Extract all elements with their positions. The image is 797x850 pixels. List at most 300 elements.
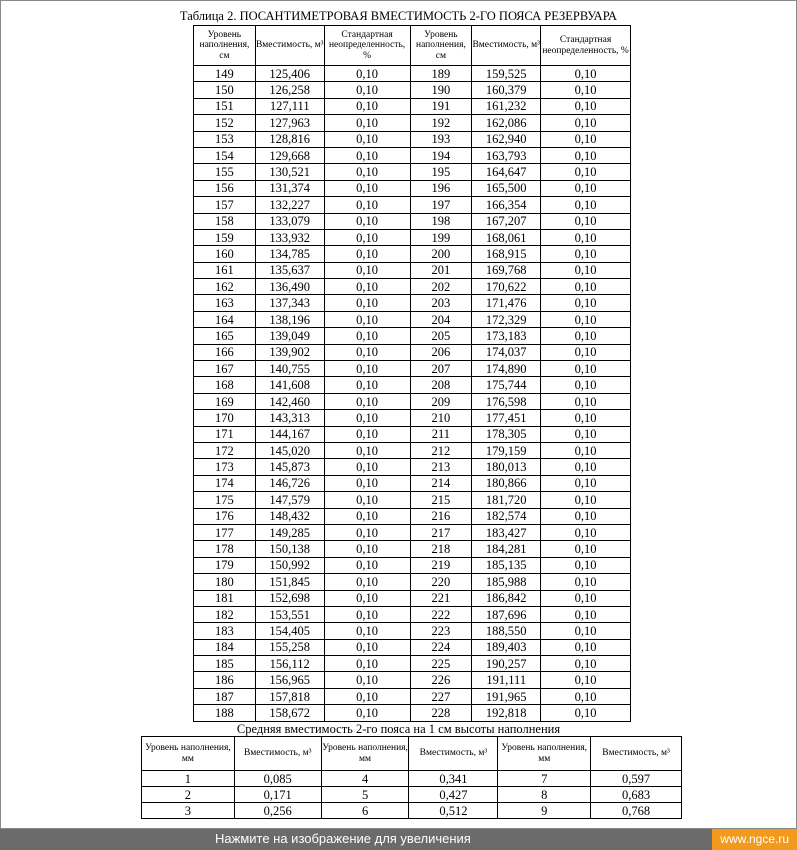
table-row bbox=[194, 246, 631, 262]
table-cell: 0,10 bbox=[324, 197, 410, 213]
table-cell: 0,10 bbox=[541, 426, 631, 442]
table-cell: 0,10 bbox=[541, 213, 631, 229]
table-cell: 2 bbox=[142, 787, 235, 803]
table-cell: 0,10 bbox=[324, 377, 410, 393]
table-row bbox=[194, 361, 631, 377]
table-row bbox=[194, 557, 631, 573]
table-cell: 0,10 bbox=[541, 475, 631, 491]
table-cell: 164,647 bbox=[472, 164, 541, 180]
table-cell: 0,10 bbox=[324, 574, 410, 590]
table-cell: 175 bbox=[194, 492, 256, 508]
table-cell: 159 bbox=[194, 229, 256, 245]
table-cell: 150,138 bbox=[255, 541, 324, 557]
site-badge[interactable]: www.ngce.ru bbox=[712, 829, 797, 850]
table-cell: 0,10 bbox=[324, 459, 410, 475]
table-cell: 139,902 bbox=[255, 344, 324, 360]
table-cell: 0,10 bbox=[541, 131, 631, 147]
table-cell: 180 bbox=[194, 574, 256, 590]
column-header: Вместимость, м³ bbox=[255, 26, 324, 66]
table-cell: 177 bbox=[194, 524, 256, 540]
table-cell: 195 bbox=[410, 164, 472, 180]
table-cell: 174,890 bbox=[472, 361, 541, 377]
table-cell: 185,988 bbox=[472, 574, 541, 590]
table-row bbox=[194, 541, 631, 557]
table-cell: 147,579 bbox=[255, 492, 324, 508]
table-cell: 0,10 bbox=[541, 246, 631, 262]
table-cell: 175,744 bbox=[472, 377, 541, 393]
table-row bbox=[194, 295, 631, 311]
table-cell: 170,622 bbox=[472, 279, 541, 295]
table-cell: 192,818 bbox=[472, 705, 541, 721]
table-cell: 0,10 bbox=[541, 442, 631, 458]
table-cell: 181,720 bbox=[472, 492, 541, 508]
table-cell: 218 bbox=[410, 541, 472, 557]
table-cell: 212 bbox=[410, 442, 472, 458]
table-row bbox=[194, 164, 631, 180]
table-cell: 0,10 bbox=[324, 508, 410, 524]
table-cell: 219 bbox=[410, 557, 472, 573]
table-cell: 0,10 bbox=[324, 672, 410, 688]
table-cell: 0,10 bbox=[324, 426, 410, 442]
table-cell: 174 bbox=[194, 475, 256, 491]
table-cell: 7 bbox=[498, 771, 591, 787]
table-cell: 191 bbox=[410, 98, 472, 114]
table-cell: 133,079 bbox=[255, 213, 324, 229]
table-cell: 190,257 bbox=[472, 656, 541, 672]
table-cell: 181 bbox=[194, 590, 256, 606]
table-cell: 141,608 bbox=[255, 377, 324, 393]
table-cell: 173 bbox=[194, 459, 256, 475]
table-cell: 133,932 bbox=[255, 229, 324, 245]
table-cell: 167 bbox=[194, 361, 256, 377]
table-cell: 0,085 bbox=[234, 771, 321, 787]
table-cell: 193 bbox=[410, 131, 472, 147]
table-row bbox=[194, 639, 631, 655]
table-row bbox=[194, 131, 631, 147]
table-cell: 191,965 bbox=[472, 688, 541, 704]
table-cell: 176 bbox=[194, 508, 256, 524]
table-cell: 196 bbox=[410, 180, 472, 196]
table-cell: 128,816 bbox=[255, 131, 324, 147]
table-cell: 0,10 bbox=[541, 328, 631, 344]
table-row bbox=[194, 524, 631, 540]
table-cell: 0,512 bbox=[409, 803, 498, 819]
table-cell: 0,341 bbox=[409, 771, 498, 787]
table-cell: 220 bbox=[410, 574, 472, 590]
table-cell: 0,10 bbox=[324, 688, 410, 704]
table-cell: 203 bbox=[410, 295, 472, 311]
table-cell: 0,10 bbox=[541, 393, 631, 409]
table-cell: 168,061 bbox=[472, 229, 541, 245]
table-cell: 0,597 bbox=[591, 771, 682, 787]
table-cell: 166,354 bbox=[472, 197, 541, 213]
table-cell: 0,683 bbox=[591, 787, 682, 803]
table-cell: 183,427 bbox=[472, 524, 541, 540]
table-cell: 166 bbox=[194, 344, 256, 360]
table-cell: 6 bbox=[321, 803, 409, 819]
table-cell: 151 bbox=[194, 98, 256, 114]
table-cell: 210 bbox=[410, 410, 472, 426]
table-cell: 0,10 bbox=[324, 623, 410, 639]
table-row bbox=[194, 262, 631, 278]
table-cell: 167,207 bbox=[472, 213, 541, 229]
table-cell: 0,10 bbox=[541, 410, 631, 426]
table-cell: 204 bbox=[410, 311, 472, 327]
table-cell: 221 bbox=[410, 590, 472, 606]
table-cell: 185 bbox=[194, 656, 256, 672]
table-cell: 163 bbox=[194, 295, 256, 311]
table-cell: 179 bbox=[194, 557, 256, 573]
table-cell: 0,10 bbox=[541, 590, 631, 606]
table-cell: 180,866 bbox=[472, 475, 541, 491]
column-header: Стандартная неопределенность, % bbox=[541, 26, 631, 66]
table-cell: 148,432 bbox=[255, 508, 324, 524]
table-cell: 125,406 bbox=[255, 66, 324, 82]
table-cell: 127,963 bbox=[255, 115, 324, 131]
table-cell: 0,10 bbox=[324, 131, 410, 147]
table-cell: 142,460 bbox=[255, 393, 324, 409]
table-cell: 154 bbox=[194, 147, 256, 163]
table-cell: 154,405 bbox=[255, 623, 324, 639]
table-cell: 0,10 bbox=[324, 639, 410, 655]
table-cell: 0,10 bbox=[324, 656, 410, 672]
table-row bbox=[194, 459, 631, 475]
table-cell: 164 bbox=[194, 311, 256, 327]
table-cell: 179,159 bbox=[472, 442, 541, 458]
column-header: Уровень наполнения, см bbox=[194, 26, 256, 66]
table-cell: 200 bbox=[410, 246, 472, 262]
table-cell: 149 bbox=[194, 66, 256, 82]
table-cell: 0,10 bbox=[324, 705, 410, 721]
table-cell: 144,167 bbox=[255, 426, 324, 442]
table-cell: 223 bbox=[410, 623, 472, 639]
table-row bbox=[194, 328, 631, 344]
table-row bbox=[194, 590, 631, 606]
table-cell: 0,10 bbox=[541, 574, 631, 590]
table-cell: 0,10 bbox=[324, 98, 410, 114]
table-cell: 188,550 bbox=[472, 623, 541, 639]
table-cell: 0,10 bbox=[541, 82, 631, 98]
table-cell: 182,574 bbox=[472, 508, 541, 524]
table-cell: 8 bbox=[498, 787, 591, 803]
table-row bbox=[142, 771, 682, 787]
table-cell: 168,915 bbox=[472, 246, 541, 262]
table-cell: 131,374 bbox=[255, 180, 324, 196]
table-cell: 0,10 bbox=[541, 344, 631, 360]
table-cell: 0,10 bbox=[541, 377, 631, 393]
table-cell: 178,305 bbox=[472, 426, 541, 442]
table-cell: 191,111 bbox=[472, 672, 541, 688]
average-capacity-title: Средняя вместимость 2-го пояса на 1 см высоты наполнения bbox=[236, 722, 561, 736]
table-cell: 155,258 bbox=[255, 639, 324, 655]
table-cell: 146,726 bbox=[255, 475, 324, 491]
table-row bbox=[194, 213, 631, 229]
table-cell: 150,992 bbox=[255, 557, 324, 573]
table-cell: 143,313 bbox=[255, 410, 324, 426]
table-cell: 170 bbox=[194, 410, 256, 426]
table-cell: 139,049 bbox=[255, 328, 324, 344]
column-header: Уровень наполнения, мм bbox=[498, 737, 591, 771]
table-cell: 205 bbox=[410, 328, 472, 344]
table-cell: 190 bbox=[410, 82, 472, 98]
table-cell: 0,10 bbox=[324, 492, 410, 508]
table-row bbox=[142, 787, 682, 803]
table-cell: 0,10 bbox=[541, 672, 631, 688]
table-row bbox=[194, 688, 631, 704]
table-row bbox=[194, 442, 631, 458]
average-capacity-table bbox=[141, 736, 682, 819]
table-cell: 184 bbox=[194, 639, 256, 655]
table-cell: 187 bbox=[194, 688, 256, 704]
capacity-table bbox=[193, 25, 631, 722]
table-cell: 130,521 bbox=[255, 164, 324, 180]
table-cell: 202 bbox=[410, 279, 472, 295]
table-cell: 156 bbox=[194, 180, 256, 196]
table-cell: 192 bbox=[410, 115, 472, 131]
table-cell: 0,10 bbox=[324, 115, 410, 131]
table-cell: 186,842 bbox=[472, 590, 541, 606]
table-cell: 198 bbox=[410, 213, 472, 229]
table-cell: 0,10 bbox=[324, 295, 410, 311]
table-row bbox=[194, 574, 631, 590]
table-cell: 0,10 bbox=[541, 279, 631, 295]
table-cell: 0,10 bbox=[541, 98, 631, 114]
table-cell: 0,10 bbox=[541, 311, 631, 327]
table-cell: 0,10 bbox=[324, 246, 410, 262]
table-cell: 0,10 bbox=[541, 164, 631, 180]
table-cell: 168 bbox=[194, 377, 256, 393]
table-cell: 0,10 bbox=[324, 66, 410, 82]
table-row bbox=[194, 66, 631, 82]
table-row bbox=[194, 344, 631, 360]
table-cell: 126,258 bbox=[255, 82, 324, 98]
table-cell: 145,020 bbox=[255, 442, 324, 458]
table-cell: 135,637 bbox=[255, 262, 324, 278]
table-cell: 207 bbox=[410, 361, 472, 377]
table-cell: 177,451 bbox=[472, 410, 541, 426]
table-cell: 138,196 bbox=[255, 311, 324, 327]
column-header: Стандартная неопределенность, % bbox=[324, 26, 410, 66]
table-cell: 183 bbox=[194, 623, 256, 639]
table-cell: 0,10 bbox=[324, 557, 410, 573]
table-cell: 162 bbox=[194, 279, 256, 295]
table-cell: 172 bbox=[194, 442, 256, 458]
table-cell: 0,256 bbox=[234, 803, 321, 819]
table-cell: 165 bbox=[194, 328, 256, 344]
column-header: Вместимость, м³ bbox=[472, 26, 541, 66]
table-cell: 184,281 bbox=[472, 541, 541, 557]
table-row bbox=[194, 508, 631, 524]
table-cell: 187,696 bbox=[472, 606, 541, 622]
table-cell: 173,183 bbox=[472, 328, 541, 344]
table-cell: 171,476 bbox=[472, 295, 541, 311]
table-cell: 227 bbox=[410, 688, 472, 704]
table-cell: 0,10 bbox=[541, 541, 631, 557]
table-row bbox=[194, 393, 631, 409]
table-cell: 1 bbox=[142, 771, 235, 787]
table-cell: 199 bbox=[410, 229, 472, 245]
table-cell: 165,500 bbox=[472, 180, 541, 196]
table-cell: 0,10 bbox=[324, 606, 410, 622]
table-cell: 0,10 bbox=[541, 508, 631, 524]
table-cell: 0,10 bbox=[324, 213, 410, 229]
table-cell: 0,10 bbox=[541, 147, 631, 163]
table-cell: 149,285 bbox=[255, 524, 324, 540]
table-cell: 0,10 bbox=[541, 688, 631, 704]
table-cell: 152 bbox=[194, 115, 256, 131]
table-cell: 0,10 bbox=[541, 492, 631, 508]
table-cell: 0,171 bbox=[234, 787, 321, 803]
table-cell: 9 bbox=[498, 803, 591, 819]
table-cell: 0,10 bbox=[324, 279, 410, 295]
table-row bbox=[194, 197, 631, 213]
table-cell: 185,135 bbox=[472, 557, 541, 573]
table-header-row bbox=[194, 26, 631, 66]
table-cell: 214 bbox=[410, 475, 472, 491]
table-cell: 0,10 bbox=[324, 393, 410, 409]
table-cell: 129,668 bbox=[255, 147, 324, 163]
table-cell: 161 bbox=[194, 262, 256, 278]
table-cell: 162,940 bbox=[472, 131, 541, 147]
table-cell: 153,551 bbox=[255, 606, 324, 622]
table-cell: 197 bbox=[410, 197, 472, 213]
table-row bbox=[194, 426, 631, 442]
table-cell: 0,10 bbox=[541, 557, 631, 573]
table-cell: 4 bbox=[321, 771, 409, 787]
table-row bbox=[194, 82, 631, 98]
table-cell: 0,10 bbox=[541, 262, 631, 278]
table-cell: 228 bbox=[410, 705, 472, 721]
column-header: Уровень наполнения, см bbox=[410, 26, 472, 66]
table-cell: 169,768 bbox=[472, 262, 541, 278]
footer-bar bbox=[0, 829, 797, 850]
table-cell: 0,10 bbox=[541, 66, 631, 82]
table-cell: 150 bbox=[194, 82, 256, 98]
table-cell: 157,818 bbox=[255, 688, 324, 704]
table-cell: 0,10 bbox=[541, 361, 631, 377]
table-cell: 174,037 bbox=[472, 344, 541, 360]
table-cell: 0,10 bbox=[324, 541, 410, 557]
table-row bbox=[194, 672, 631, 688]
table-cell: 0,10 bbox=[324, 442, 410, 458]
table-cell: 169 bbox=[194, 393, 256, 409]
table-cell: 226 bbox=[410, 672, 472, 688]
table-title: Таблица 2. ПОСАНТИМЕТРОВАЯ ВМЕСТИМОСТЬ 2-ГО ПОЯСА РЕЗЕРВУАРА bbox=[179, 9, 618, 23]
table-cell: 201 bbox=[410, 262, 472, 278]
table-row bbox=[194, 147, 631, 163]
table-cell: 178 bbox=[194, 541, 256, 557]
table-row bbox=[194, 705, 631, 721]
table-cell: 158 bbox=[194, 213, 256, 229]
table-cell: 171 bbox=[194, 426, 256, 442]
table-cell: 176,598 bbox=[472, 393, 541, 409]
table-cell: 0,10 bbox=[324, 311, 410, 327]
column-header: Вместимость, м³ bbox=[591, 737, 682, 771]
table-cell: 217 bbox=[410, 524, 472, 540]
table-cell: 0,10 bbox=[324, 475, 410, 491]
table-cell: 0,10 bbox=[324, 180, 410, 196]
table-cell: 159,525 bbox=[472, 66, 541, 82]
table-cell: 182 bbox=[194, 606, 256, 622]
table-cell: 0,10 bbox=[541, 656, 631, 672]
column-header: Вместимость, м³ bbox=[409, 737, 498, 771]
table-cell: 215 bbox=[410, 492, 472, 508]
table-cell: 157 bbox=[194, 197, 256, 213]
table-cell: 0,10 bbox=[541, 115, 631, 131]
table-row bbox=[194, 377, 631, 393]
table-row bbox=[194, 606, 631, 622]
table-cell: 209 bbox=[410, 393, 472, 409]
table-cell: 155 bbox=[194, 164, 256, 180]
table-cell: 0,10 bbox=[541, 229, 631, 245]
table-cell: 5 bbox=[321, 787, 409, 803]
table-cell: 0,10 bbox=[324, 524, 410, 540]
table-cell: 0,10 bbox=[541, 180, 631, 196]
table-cell: 216 bbox=[410, 508, 472, 524]
table-cell: 132,227 bbox=[255, 197, 324, 213]
table-cell: 0,10 bbox=[324, 344, 410, 360]
table-cell: 0,10 bbox=[541, 639, 631, 655]
table-cell: 145,873 bbox=[255, 459, 324, 475]
table-row bbox=[194, 180, 631, 196]
table-cell: 127,111 bbox=[255, 98, 324, 114]
table-cell: 194 bbox=[410, 147, 472, 163]
table-cell: 0,10 bbox=[541, 295, 631, 311]
table-cell: 0,768 bbox=[591, 803, 682, 819]
table-cell: 186 bbox=[194, 672, 256, 688]
table-cell: 211 bbox=[410, 426, 472, 442]
column-header: Уровень наполнения, мм bbox=[142, 737, 235, 771]
table-header-row bbox=[142, 737, 682, 771]
table-row bbox=[194, 279, 631, 295]
table-cell: 134,785 bbox=[255, 246, 324, 262]
table-row bbox=[194, 492, 631, 508]
table-row bbox=[194, 623, 631, 639]
table-cell: 152,698 bbox=[255, 590, 324, 606]
table-cell: 0,10 bbox=[324, 262, 410, 278]
table-row bbox=[194, 475, 631, 491]
table-cell: 180,013 bbox=[472, 459, 541, 475]
table-cell: 0,10 bbox=[541, 623, 631, 639]
table-row bbox=[194, 229, 631, 245]
enlarge-image-link[interactable]: Нажмите на изображение для увеличения bbox=[215, 831, 471, 846]
table-cell: 222 bbox=[410, 606, 472, 622]
table-row bbox=[194, 410, 631, 426]
table-cell: 3 bbox=[142, 803, 235, 819]
table-cell: 0,10 bbox=[324, 410, 410, 426]
table-cell: 0,10 bbox=[324, 361, 410, 377]
table-cell: 224 bbox=[410, 639, 472, 655]
table-row bbox=[142, 803, 682, 819]
table-cell: 0,10 bbox=[324, 590, 410, 606]
table-cell: 140,755 bbox=[255, 361, 324, 377]
table-cell: 156,965 bbox=[255, 672, 324, 688]
table-cell: 0,10 bbox=[324, 164, 410, 180]
table-row bbox=[194, 656, 631, 672]
table-cell: 189,403 bbox=[472, 639, 541, 655]
column-header: Уровень наполнения, мм bbox=[321, 737, 409, 771]
table-cell: 153 bbox=[194, 131, 256, 147]
table-cell: 162,086 bbox=[472, 115, 541, 131]
table-cell: 172,329 bbox=[472, 311, 541, 327]
table-cell: 136,490 bbox=[255, 279, 324, 295]
table-cell: 163,793 bbox=[472, 147, 541, 163]
table-cell: 0,10 bbox=[541, 606, 631, 622]
table-cell: 0,10 bbox=[324, 147, 410, 163]
table-cell: 206 bbox=[410, 344, 472, 360]
table-cell: 0,10 bbox=[324, 229, 410, 245]
table-cell: 0,10 bbox=[324, 328, 410, 344]
